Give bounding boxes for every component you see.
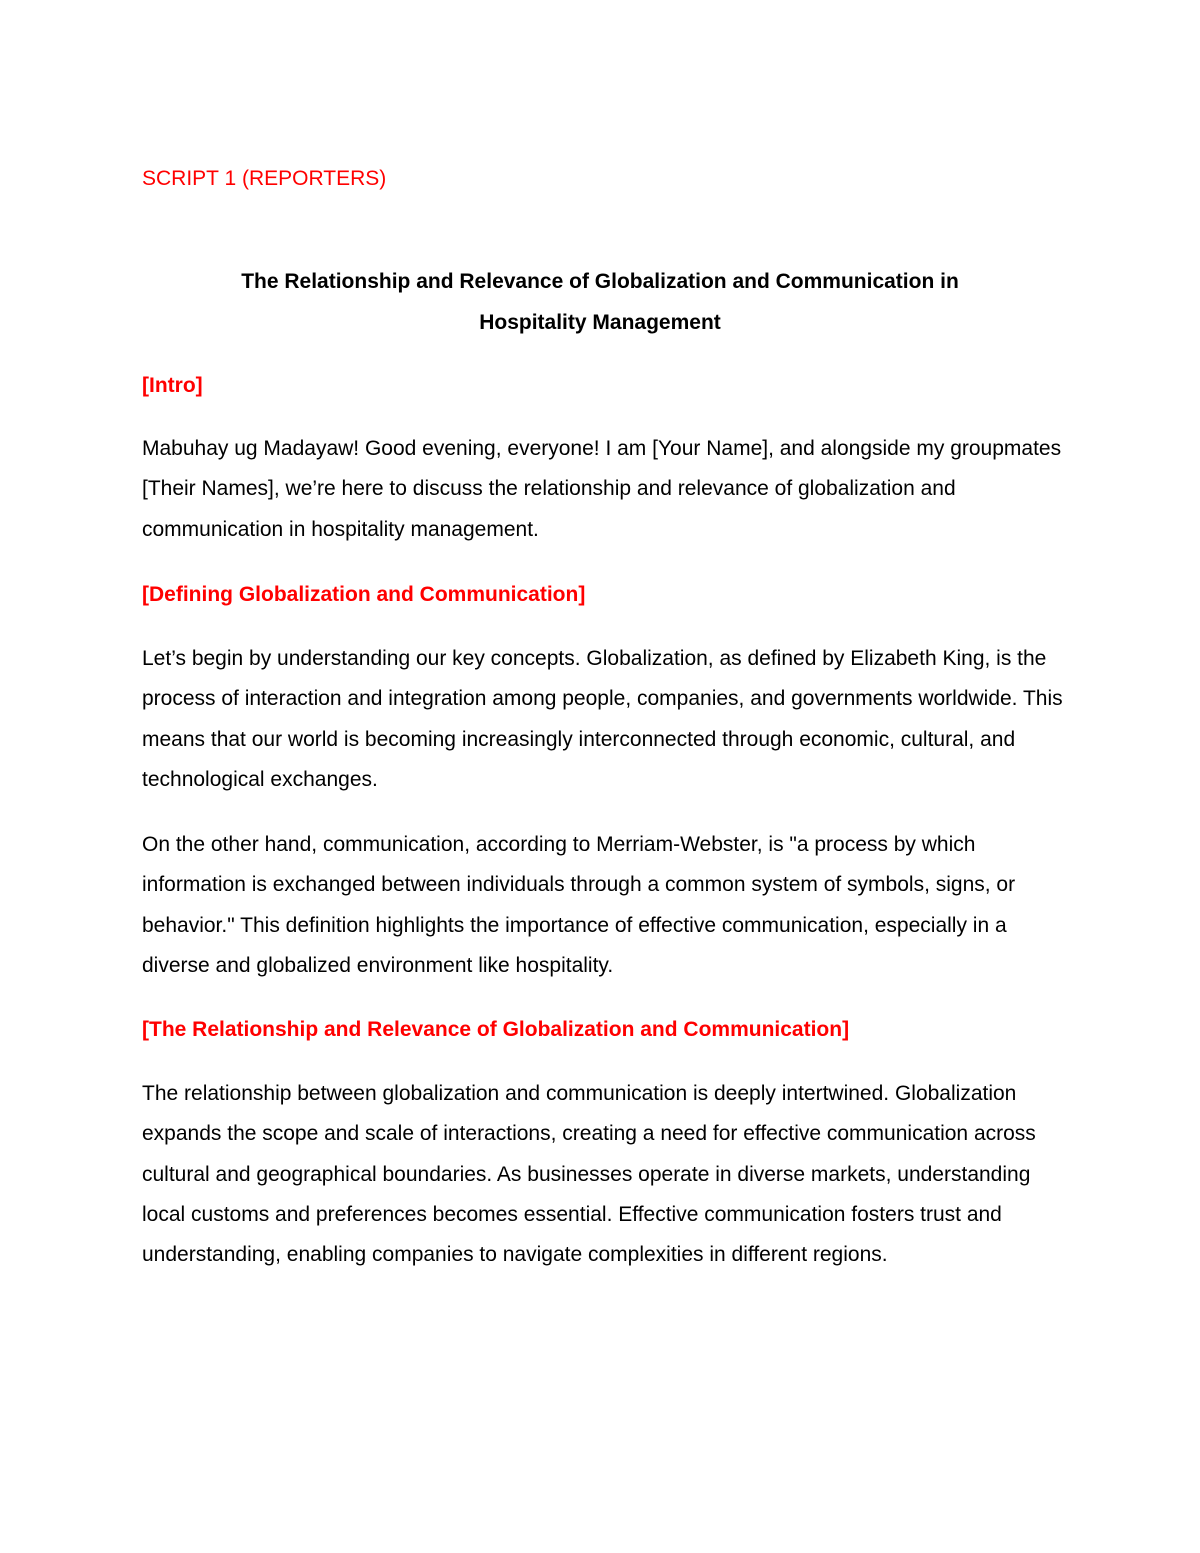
paragraph-defining-communication: On the other hand, communication, according to Merriam-Webster, is "a process by which information is exchanged between individuals through a common system of symbols, signs, or behavior." This definition highlights the importance of effective communication, especially in a diverse and globalized environment like hospitality. <box>142 833 1016 977</box>
paragraph-defining-globalization: Let’s begin by understanding our key concepts. Globalization, as defined by Elizabeth King, is the process of interaction and integration among people, companies, and governments worldwide. This means that our world is becoming increasingly interconnected through economic, cultural, and technological exchanges. <box>142 647 1063 791</box>
paragraph-intro: Mabuhay ug Madayaw! Good evening, everyone! I am [Your Name], and alongside my groupmates [Their Names], we’re here to discuss the relationship and relevance of globalization and communication in hospitality management. <box>142 437 1062 541</box>
document-title <box>142 262 1058 343</box>
paragraph-relationship: The relationship between globalization and communication is deeply intertwined. Globalization expands the scope and scale of interactions, creating a need for effective communication across cultural and geographical boundaries. As businesses operate in diverse markets, understanding local customs and preferences becomes essential. Effective communication fosters trust and understanding, enabling companies to navigate complexities in different regions. <box>142 1082 1036 1267</box>
section-heading-intro: [Intro] <box>142 374 203 397</box>
title-line-1: The Relationship and Relevance of Globalization and Communication in <box>241 270 959 293</box>
title-line-2: Hospitality Management <box>479 310 721 334</box>
script-label: SCRIPT 1 (REPORTERS) <box>142 167 387 190</box>
section-heading-defining: [Defining Globalization and Communication] <box>142 583 586 606</box>
section-heading-relationship: [The Relationship and Relevance of Globalization and Communication] <box>142 1018 850 1041</box>
